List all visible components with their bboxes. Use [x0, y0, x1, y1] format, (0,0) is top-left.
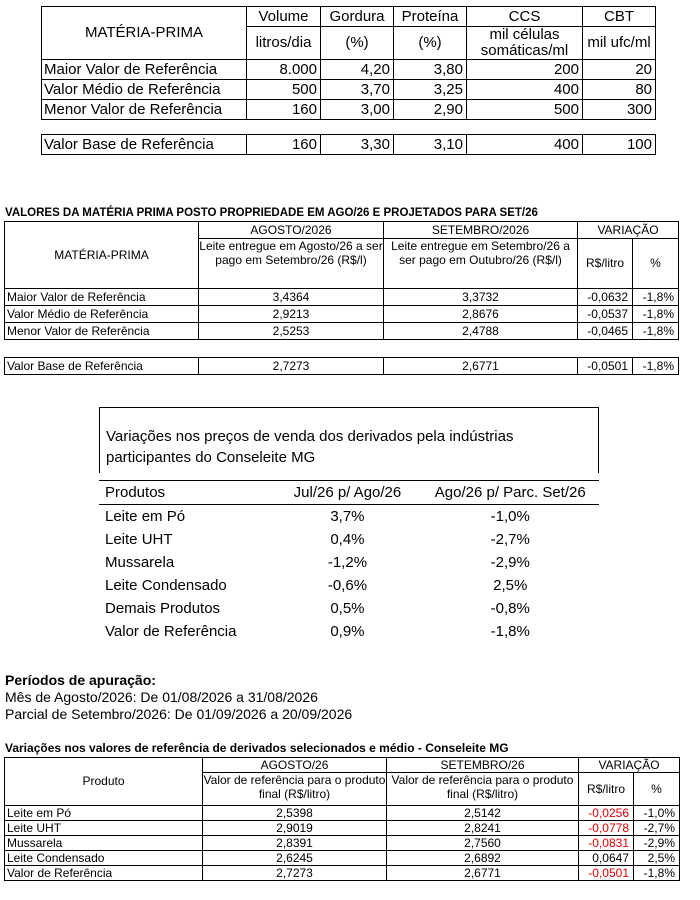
cell-value: 2,90 [394, 100, 467, 120]
table-row [42, 100, 656, 120]
table4-corner: Produto [5, 758, 203, 806]
cell-value: -0,8% [490, 600, 530, 617]
cell-value: 2,9019 [203, 821, 387, 836]
cell-value: 3,80 [394, 60, 467, 80]
cell-value: 8.000 [247, 60, 321, 80]
table4-month1: AGOSTO/26 [203, 758, 387, 773]
cell-value: 3,3732 [384, 289, 578, 306]
row-label: Leite UHT [5, 821, 203, 836]
cell-value: 100 [583, 135, 656, 155]
cell-value: 3,00 [321, 100, 394, 120]
table1-header-cbt: CBT [583, 7, 656, 27]
cell-value: 500 [247, 80, 321, 100]
cell-value: 3,30 [321, 135, 394, 155]
table-row [99, 597, 599, 620]
cell-value: -0,0632 [578, 289, 633, 306]
cell-value: -1,8% [633, 289, 679, 306]
table-row [99, 505, 599, 529]
cell-value: -2,7% [634, 821, 680, 836]
cell-value: -1,0% [490, 508, 530, 525]
table2-sub1: Leite entregue em Agosto/26 a ser pago em Setembro/26 (R$/l) [199, 239, 384, 289]
cell-value: -1,8% [633, 358, 679, 375]
row-label: Leite em Pó [5, 806, 203, 821]
row-label: Maior Valor de Referência [5, 289, 199, 306]
cell-value: -2,9% [490, 554, 530, 571]
cell-value: 3,4364 [199, 289, 384, 306]
table4-sub4: % [634, 773, 680, 806]
table-row [99, 620, 599, 643]
cell-value: -1,2% [327, 554, 368, 571]
derivatives-title: Variações nos preços de venda dos derivados pela indústrias participantes do Conseleite MG [106, 428, 514, 466]
table-header-row [99, 481, 599, 505]
derivatives-box [99, 407, 599, 473]
row-label: Valor Base de Referência [42, 135, 247, 155]
cell-value: 2,6892 [387, 851, 579, 866]
table-row [5, 866, 680, 881]
table-row [5, 306, 679, 323]
cell-value: -0,0465 [578, 323, 633, 340]
table2-month1: AGOSTO/2026 [199, 222, 384, 239]
cell-value: 300 [583, 100, 656, 120]
product-label: Leite UHT [105, 531, 173, 548]
table-row [5, 289, 679, 306]
cell-value: 3,70 [321, 80, 394, 100]
table4-title: Variações nos valores de referência de derivados selecionados e médio - Conseleite MG [5, 741, 509, 755]
cell-value: 0,9% [330, 623, 365, 640]
cell-value: 3,7% [330, 508, 365, 525]
table4-sub1: Valor de referência para o produto final (R$/litro) [203, 773, 387, 806]
product-label: Mussarela [105, 554, 175, 571]
cell-value: 2,4788 [384, 323, 578, 340]
cell-value: -0,0501 [578, 358, 633, 375]
raw-material-reference-table [41, 6, 656, 155]
table-row [5, 851, 680, 866]
table-row [5, 323, 679, 340]
table1-unit-cbt: mil ufc/ml [583, 27, 656, 60]
table1-unit-ccs: mil células somáticas/ml [467, 27, 583, 60]
table-row-base [42, 135, 656, 155]
cell-value: 200 [467, 60, 583, 80]
period-september: Parcial de Setembro/2026: De 01/09/2026 a 20/09/2026 [5, 706, 353, 722]
cell-value: 3,10 [394, 135, 467, 155]
table1-header-fat: Gordura [321, 7, 394, 27]
product-label: Leite em Pó [105, 508, 186, 525]
row-label: Valor Médio de Referência [5, 306, 199, 323]
cell-value: -0,0831 [579, 836, 634, 851]
table1-header-ccs: CCS [467, 7, 583, 27]
cell-value: -0,6% [327, 577, 368, 594]
cell-value: 2,6771 [387, 866, 579, 881]
cell-value: 2,5142 [387, 806, 579, 821]
row-label: Leite Condensado [5, 851, 203, 866]
cell-value: -1,8% [490, 623, 530, 640]
table2-sub3: R$/litro [578, 239, 633, 289]
cell-value: 4,20 [321, 60, 394, 80]
cell-value: 80 [583, 80, 656, 100]
cell-value: 2,5% [634, 851, 680, 866]
table4-variation: VARIAÇÃO [579, 758, 680, 773]
cell-value: -1,0% [634, 806, 680, 821]
table-row [5, 821, 680, 836]
row-label: Menor Valor de Referência [5, 323, 199, 340]
table4-month2: SETEMBRO/26 [387, 758, 579, 773]
table2-corner: MATÉRIA-PRIMA [5, 222, 199, 289]
table2-sub2: Leite entregue em Setembro/26 a ser pago em Outubro/26 (R$/l) [384, 239, 578, 289]
product-label: Valor de Referência [105, 623, 237, 640]
cell-value: -2,9% [634, 836, 680, 851]
table-row [99, 574, 599, 597]
table2-sub4: % [633, 239, 679, 289]
table-row-base [5, 358, 679, 375]
cell-value: -0,0778 [579, 821, 634, 836]
table4-sub2: Valor de referência para o produto final (R$/litro) [387, 773, 579, 806]
table-spacer [42, 120, 656, 135]
cell-value: 2,6771 [384, 358, 578, 375]
table-row [99, 551, 599, 574]
cell-value: 2,8241 [387, 821, 579, 836]
period-august: Mês de Agosto/2026: De 01/08/2026 a 31/08/2026 [5, 689, 318, 705]
cell-value: 0,5% [330, 600, 365, 617]
header-aug-sep: Ago/26 p/ Parc. Set/26 [421, 481, 599, 505]
table1-unit-volume: litros/dia [247, 27, 321, 60]
cell-value: -2,7% [490, 531, 530, 548]
cell-value: 0,0647 [579, 851, 634, 866]
table4-sub3: R$/litro [579, 773, 634, 806]
cell-value: -1,8% [633, 306, 679, 323]
cell-value: -1,8% [634, 866, 680, 881]
row-label: Valor Base de Referência [5, 358, 199, 375]
cell-value: 2,5% [493, 577, 528, 594]
row-label: Mussarela [5, 836, 203, 851]
cell-value: 500 [467, 100, 583, 120]
cell-value: 2,6245 [203, 851, 387, 866]
cell-value: 160 [247, 100, 321, 120]
table1-header-protein: Proteína [394, 7, 467, 27]
table-row [5, 836, 680, 851]
cell-value: 2,8676 [384, 306, 578, 323]
cell-value: 2,7273 [203, 866, 387, 881]
cell-value: 2,8391 [203, 836, 387, 851]
cell-value: 2,5398 [203, 806, 387, 821]
cell-value: 0,4% [330, 531, 365, 548]
product-label: Leite Condensado [105, 577, 227, 594]
periods-title: Períodos de apuração: [5, 672, 156, 688]
table-row [42, 60, 656, 80]
table-row [42, 80, 656, 100]
row-label: Maior Valor de Referência [42, 60, 247, 80]
cell-value: 2,9213 [199, 306, 384, 323]
derivatives-reference-table [4, 757, 680, 881]
table-row [99, 528, 599, 551]
table1-unit-fat: (%) [321, 27, 394, 60]
row-label: Valor Médio de Referência [42, 80, 247, 100]
calculation-periods [5, 672, 352, 723]
cell-value: 2,5253 [199, 323, 384, 340]
cell-value: 160 [247, 135, 321, 155]
row-label: Valor de Referência [5, 866, 203, 881]
cell-value: 2,7560 [387, 836, 579, 851]
table-spacer [5, 340, 679, 358]
row-label: Menor Valor de Referência [42, 100, 247, 120]
derivatives-variation-table [99, 480, 599, 643]
cell-value: -0,0537 [578, 306, 633, 323]
cell-value: -0,0501 [579, 866, 634, 881]
table1-corner: MATÉRIA-PRIMA [42, 7, 247, 60]
table1-unit-protein: (%) [394, 27, 467, 60]
cell-value: -0,0256 [579, 806, 634, 821]
raw-material-values-table [4, 221, 679, 375]
cell-value: 400 [467, 80, 583, 100]
cell-value: 3,25 [394, 80, 467, 100]
cell-value: 400 [467, 135, 583, 155]
table-row [5, 806, 680, 821]
table1-header-volume: Volume [247, 7, 321, 27]
product-label: Demais Produtos [105, 600, 221, 617]
table2-title: VALORES DA MATÉRIA PRIMA POSTO PROPRIEDADE EM AGO/26 E PROJETADOS PARA SET/26 [5, 207, 538, 219]
table2-variation: VARIAÇÃO [578, 222, 679, 239]
cell-value: 20 [583, 60, 656, 80]
cell-value: -1,8% [633, 323, 679, 340]
table2-month2: SETEMBRO/2026 [384, 222, 578, 239]
header-products: Produtos [99, 481, 273, 505]
cell-value: 2,7273 [199, 358, 384, 375]
header-jul-aug: Jul/26 p/ Ago/26 [273, 481, 421, 505]
